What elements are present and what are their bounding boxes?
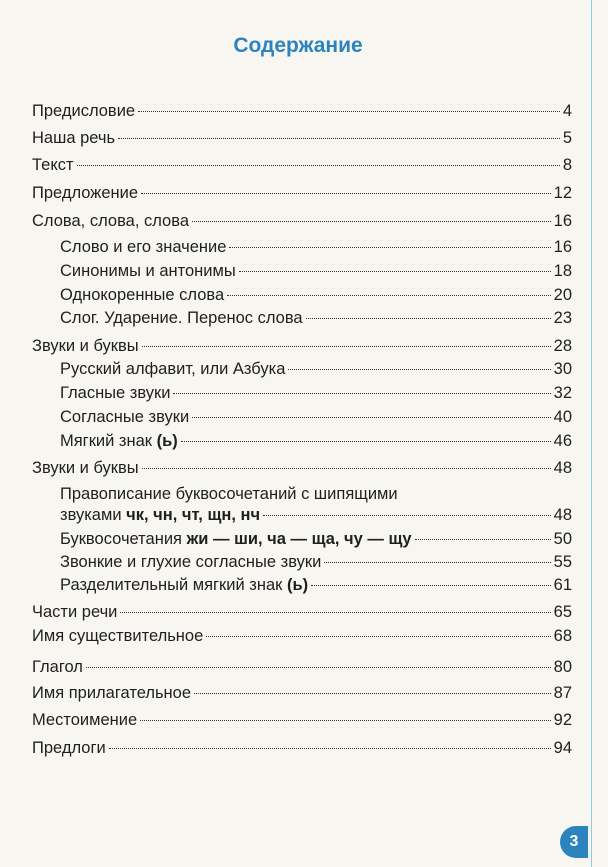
toc-entry-page: 92 <box>553 711 572 729</box>
page-title: Содержание <box>233 34 363 57</box>
toc-entry-page: 30 <box>553 360 572 378</box>
leader-dots <box>239 271 551 272</box>
leader-dots <box>142 346 551 347</box>
toc-entry-label <box>60 527 412 551</box>
toc-subentry <box>60 503 572 527</box>
leader-dots <box>138 111 560 112</box>
toc-entry <box>32 456 572 480</box>
toc-subentry <box>60 306 572 330</box>
toc-entry-label: Предлоги <box>32 739 106 757</box>
toc-entry-page: 48 <box>553 506 572 524</box>
toc-entry-page: 16 <box>553 238 572 256</box>
toc-entry-page: 46 <box>553 432 572 450</box>
toc-entry-label: Слова, слова, слова <box>32 212 189 230</box>
leader-dots <box>142 468 551 469</box>
leader-dots <box>120 612 550 613</box>
toc-subentry <box>60 381 572 405</box>
leader-dots <box>141 193 551 194</box>
toc-entry-label: Местоимение <box>32 711 138 729</box>
leader-dots <box>306 318 551 319</box>
leader-dots <box>192 417 550 418</box>
toc-entry-page: 5 <box>562 129 572 147</box>
toc-entry-label: Звонкие и глухие согласные звуки <box>60 553 322 571</box>
toc-entry <box>32 153 572 177</box>
toc-entry-label: Гласные звуки <box>60 384 171 402</box>
toc-entry <box>32 209 572 233</box>
toc-subentry <box>60 283 572 307</box>
leader-dots <box>77 165 560 166</box>
toc-entry <box>32 126 572 150</box>
toc-entry-page: 16 <box>553 212 572 230</box>
toc-entry-page: 12 <box>553 184 572 202</box>
toc-entry-label: Имя существительное <box>32 627 204 645</box>
toc-entry-page: 4 <box>562 102 572 120</box>
toc-entry <box>32 736 572 760</box>
leader-dots <box>109 748 551 749</box>
toc-entry-page: 48 <box>553 459 572 477</box>
toc-entry-label: Однокоренные слова <box>60 286 225 304</box>
toc-entry-label: Слово и его значение <box>60 238 227 256</box>
toc-subentry <box>60 573 572 597</box>
toc-entry-label: Части речи <box>32 603 118 621</box>
leader-dots <box>194 693 551 694</box>
toc-entry-text: Буквосочетания <box>60 530 182 548</box>
toc-entry-page: 8 <box>562 156 572 174</box>
page-number-tab: 3 <box>560 826 588 858</box>
leader-dots <box>206 636 550 637</box>
margin-rule <box>591 0 592 867</box>
leader-dots <box>311 585 551 586</box>
toc-subentry <box>60 550 572 574</box>
toc-entry-emphasis: (ь) <box>156 432 178 450</box>
toc-entry-label: Предложение <box>32 184 139 202</box>
toc-entry <box>32 334 572 358</box>
leader-dots <box>86 667 551 668</box>
toc-entry-page: 80 <box>553 658 572 676</box>
toc-entry <box>32 181 572 205</box>
toc-entry-page: 94 <box>553 739 572 757</box>
toc-entry-label: Звуки и буквы <box>32 337 139 355</box>
toc-entry-text: звуками <box>60 506 122 524</box>
toc-entry-label: Имя прилагательное <box>32 684 192 702</box>
toc-subentry <box>60 429 572 453</box>
toc-entry-page: 18 <box>553 262 572 280</box>
toc-entry-page: 61 <box>553 576 572 594</box>
leader-dots <box>324 562 550 563</box>
toc-entry-text: Разделительный мягкий знак <box>60 576 283 594</box>
toc-entry-label: Наша речь <box>32 129 116 147</box>
leader-dots <box>140 720 550 721</box>
toc-entry-label: Правописание буквосочетаний с шипящими <box>60 485 398 503</box>
toc-subentry <box>60 357 572 381</box>
toc-entry-page: 20 <box>553 286 572 304</box>
toc-entry-label: Русский алфавит, или Азбука <box>60 360 286 378</box>
toc-entry-page: 23 <box>553 309 572 327</box>
toc-entry-label <box>60 573 308 597</box>
toc-entry-page: 65 <box>553 603 572 621</box>
toc-entry-emphasis: жи — ши, ча — ща, чу — щу <box>186 530 412 548</box>
toc-entry-page: 55 <box>553 553 572 571</box>
leader-dots <box>173 393 550 394</box>
leader-dots <box>229 247 550 248</box>
toc-entry-page: 40 <box>553 408 572 426</box>
toc-entry <box>32 681 572 705</box>
toc-entry <box>32 600 572 624</box>
leader-dots <box>192 221 551 222</box>
toc-entry-label: Текст <box>32 156 74 174</box>
toc-entry <box>32 708 572 732</box>
toc-entry-page: 87 <box>553 684 572 702</box>
toc-entry-page: 28 <box>553 337 572 355</box>
leader-dots <box>227 295 550 296</box>
toc-entry <box>32 624 572 648</box>
toc-entry-label <box>60 429 178 453</box>
leader-dots <box>415 539 551 540</box>
toc-entry-label: Предисловие <box>32 102 136 120</box>
leader-dots <box>118 138 560 139</box>
toc-entry-label <box>60 503 260 527</box>
leader-dots <box>288 369 550 370</box>
toc-entry-label: Глагол <box>32 658 83 676</box>
toc-subentry <box>60 527 572 551</box>
leader-dots <box>263 515 551 516</box>
toc-entry-label: Синонимы и антонимы <box>60 262 236 280</box>
toc-entry-page: 32 <box>553 384 572 402</box>
toc-entry-emphasis: (ь) <box>286 576 309 594</box>
toc-entry <box>32 655 572 679</box>
leader-dots <box>181 441 551 442</box>
toc-entry-emphasis: чк, чн, чт, щн, нч <box>126 506 261 524</box>
toc-entry-text: Мягкий знак <box>60 432 153 450</box>
toc-subentry <box>60 235 572 259</box>
toc-subentry <box>60 405 572 429</box>
toc-entry <box>32 99 572 123</box>
toc-entry-label: Слог. Ударение. Перенос слова <box>60 309 303 327</box>
toc-entry-label: Звуки и буквы <box>32 459 139 477</box>
toc-entry-page: 68 <box>553 627 572 645</box>
toc-subentry <box>60 259 572 283</box>
toc-entry-label: Согласные звуки <box>60 408 190 426</box>
toc-entry-page: 50 <box>553 530 572 548</box>
